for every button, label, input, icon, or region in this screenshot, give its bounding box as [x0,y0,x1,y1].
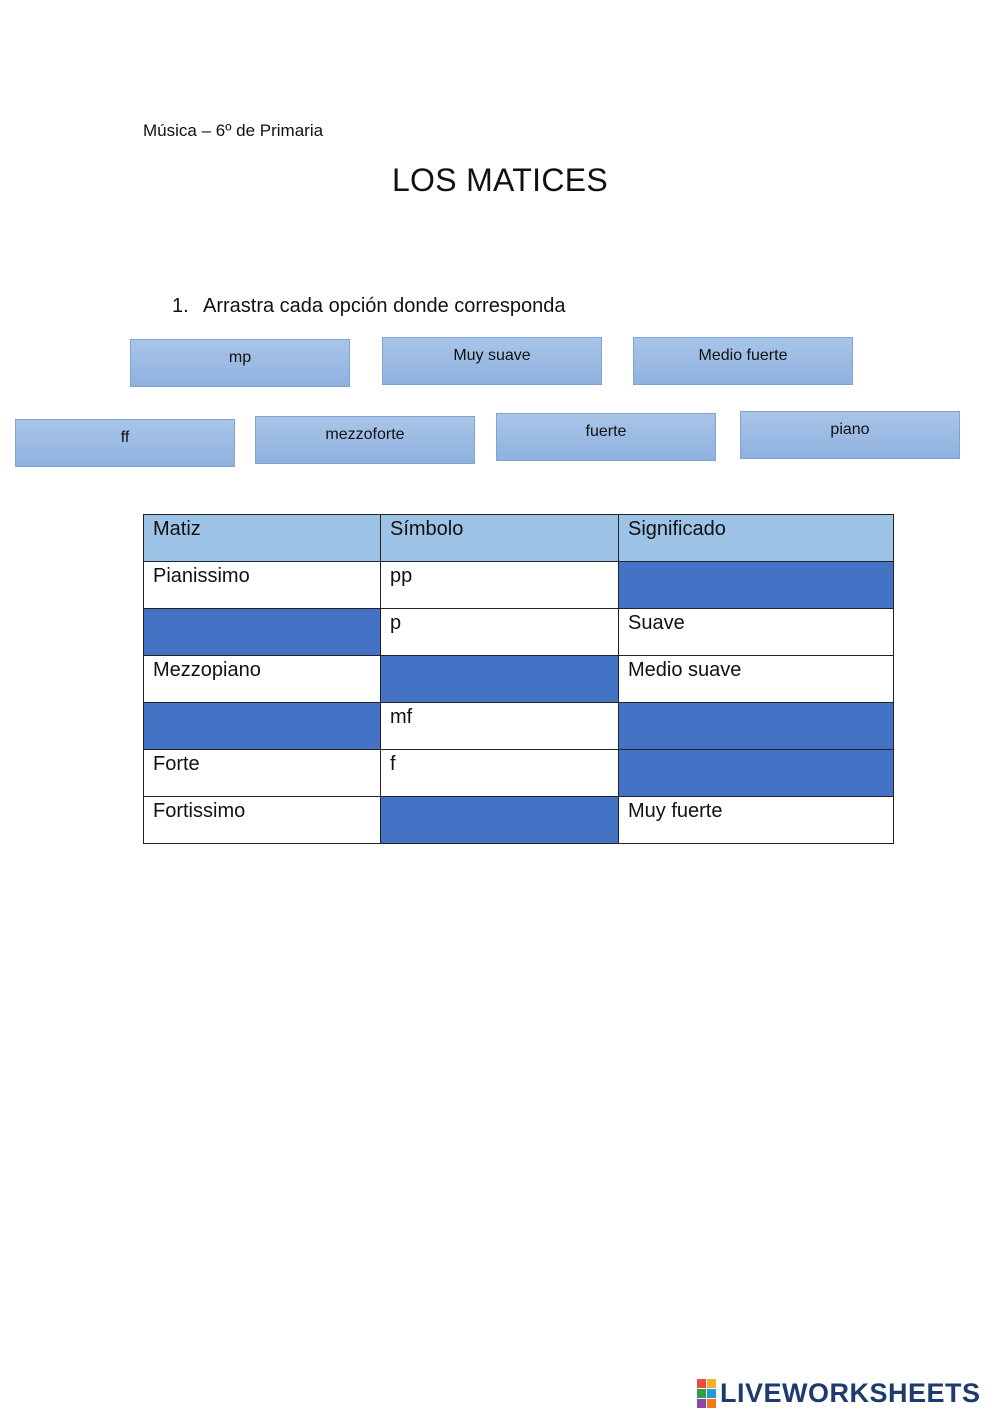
table-header-row [144,515,894,562]
table-row [144,656,894,703]
cell-matiz: Forte [144,750,381,797]
cell-simbolo: f [381,750,619,797]
table-row [144,609,894,656]
drop-target-simbolo[interactable] [381,797,619,844]
option-chip-ff[interactable]: ff [15,419,235,467]
option-chip-medio-fuerte[interactable]: Medio fuerte [633,337,853,385]
cell-matiz: Mezzopiano [144,656,381,703]
option-chip-piano[interactable]: piano [740,411,960,459]
cell-significado: Suave [619,609,894,656]
cell-significado: Muy fuerte [619,797,894,844]
option-chip-mezzoforte[interactable]: mezzoforte [255,416,475,464]
logo-mark-icon [697,1379,716,1408]
cell-simbolo: mf [381,703,619,750]
drop-target-significado[interactable] [619,562,894,609]
logo-text: LIVEWORKSHEETS [720,1378,981,1408]
header-significado: Significado [619,515,894,562]
option-chip-mp[interactable]: mp [130,339,350,387]
table-row [144,797,894,844]
table-row [144,750,894,797]
liveworksheets-logo [697,1378,981,1409]
instruction-text: Arrastra cada opción donde corresponda [203,295,566,317]
drop-target-significado[interactable] [619,750,894,797]
drop-target-significado[interactable] [619,703,894,750]
cell-simbolo: p [381,609,619,656]
instruction [172,295,565,318]
table-row [144,703,894,750]
option-chip-fuerte[interactable]: fuerte [496,413,716,461]
drop-target-matiz[interactable] [144,609,381,656]
header-simbolo: Símbolo [381,515,619,562]
table-row [144,562,894,609]
page-title: LOS MATICES [391,162,609,198]
cell-matiz: Fortissimo [144,797,381,844]
cell-matiz: Pianissimo [144,562,381,609]
cell-significado: Medio suave [619,656,894,703]
drop-target-simbolo[interactable] [381,656,619,703]
matices-table [143,514,894,844]
subject-line: Música – 6º de Primaria [143,121,324,140]
cell-simbolo: pp [381,562,619,609]
option-chip-muy-suave[interactable]: Muy suave [382,337,602,385]
instruction-number: 1. [172,295,189,317]
header-matiz: Matiz [144,515,381,562]
drop-target-matiz[interactable] [144,703,381,750]
